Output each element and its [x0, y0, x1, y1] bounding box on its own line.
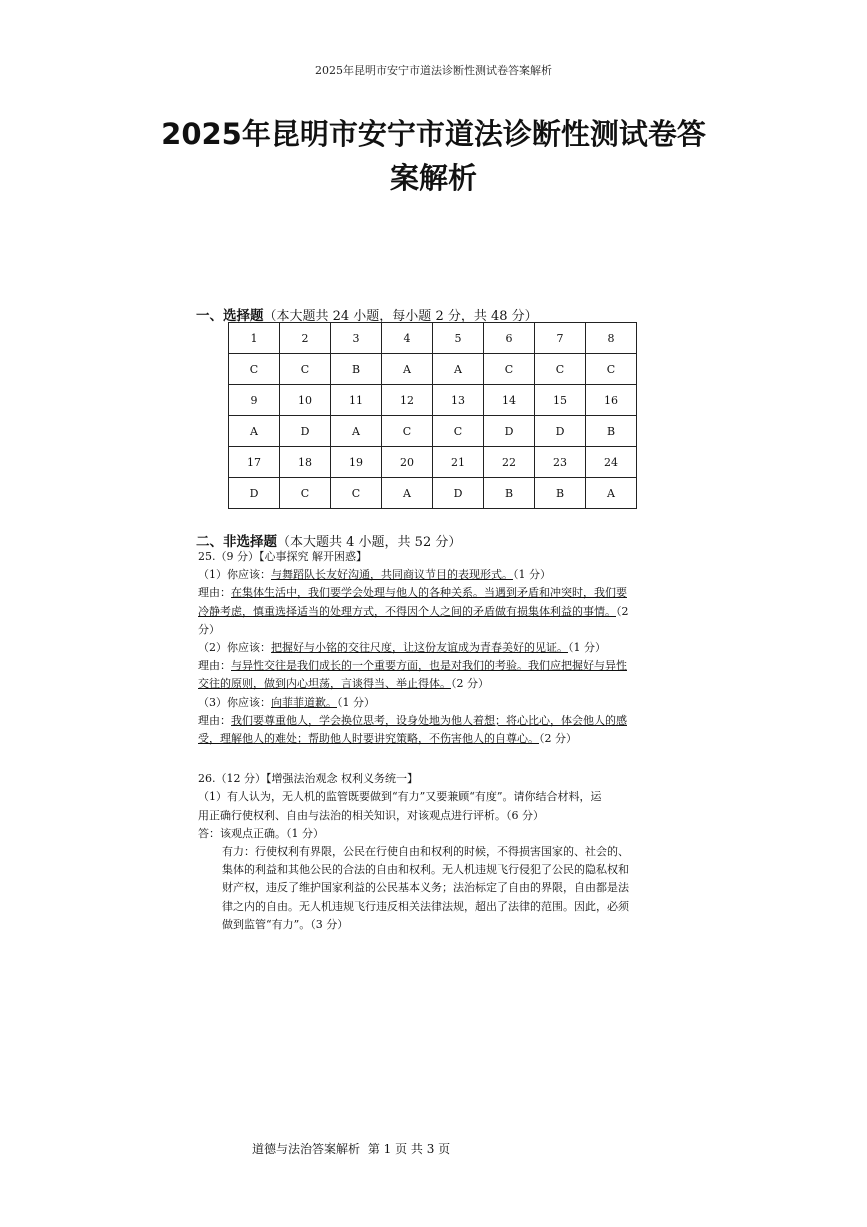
- q26-question-line2: 用正确行使权利、自由与法治的相关知识，对该观点进行评析。（6 分）: [198, 808, 544, 822]
- answer-cell: A: [586, 478, 637, 509]
- q25-reason1-text2: 冷静考虑，慎重选择适当的处理方式，不得因个人之间的矛盾做有损集体利益的事情。: [198, 604, 616, 618]
- section-1-note: （本大题共 24 小题，每小题 2 分，共 48 分）: [263, 309, 538, 324]
- question-number-cell: 11: [331, 385, 382, 416]
- answer-cell: D: [484, 416, 535, 447]
- table-row: [229, 478, 637, 509]
- question-number-cell: 18: [280, 447, 331, 478]
- q25-reason3-line2: [198, 730, 678, 748]
- answer-cell: A: [382, 478, 433, 509]
- table-row: [229, 385, 637, 416]
- q25-reason2-line1: [198, 657, 678, 675]
- answer-cell: A: [433, 354, 484, 385]
- q25-reason1-text1: 在集体生活中，我们要学会处理与他人的各种关系。当遇到矛盾和冲突时，我们要: [231, 586, 627, 600]
- answer-cell: C: [535, 354, 586, 385]
- question-number-cell: 21: [433, 447, 484, 478]
- q25-reason2-text1: 与异性交往是我们成长的一个重要方面，也是对我们的考验。我们应把握好与异性: [231, 659, 627, 673]
- question-number-cell: 23: [535, 447, 586, 478]
- section-1-heading: [196, 304, 538, 324]
- question-number-cell: 1: [229, 323, 280, 354]
- question-number-cell: 19: [331, 447, 382, 478]
- question-number-cell: 10: [280, 385, 331, 416]
- q25-reason1-line1: [198, 584, 678, 602]
- spacer: [198, 748, 678, 770]
- q26-answer-verdict: 答：该观点正确。（1 分）: [198, 826, 324, 840]
- page-footer: [252, 1140, 454, 1157]
- table-row: [229, 447, 637, 478]
- answer-cell: D: [433, 478, 484, 509]
- q25-reason3-line1: [198, 712, 678, 730]
- section-1-title: 一、选择题: [196, 308, 264, 324]
- question-number-cell: 15: [535, 385, 586, 416]
- q25-reason3-score: （2 分）: [539, 732, 577, 746]
- answer-cell: A: [382, 354, 433, 385]
- q26-answer-line4: 律之内的自由。无人机违规飞行违反相关法律法规，超出了法律的范围。因此，必须: [222, 899, 629, 913]
- q25-reason3-prefix: 理由：: [198, 713, 231, 727]
- answer-cell: C: [433, 416, 484, 447]
- answer-cell: C: [586, 354, 637, 385]
- question-number-cell: 9: [229, 385, 280, 416]
- question-number-cell: 5: [433, 323, 484, 354]
- q25-reason1-prefix: 理由：: [198, 586, 231, 600]
- answer-cell: C: [229, 354, 280, 385]
- q25-reason3-text1: 我们要尊重他人，学会换位思考，设身处地为他人着想；将心比心，体会他人的感: [231, 713, 627, 727]
- question-number-cell: 20: [382, 447, 433, 478]
- question-number-cell: 24: [586, 447, 637, 478]
- answer-cell: C: [382, 416, 433, 447]
- answer-table: [228, 322, 637, 509]
- q25-reason1-line2: [198, 603, 678, 621]
- footer-page-number: 第 1 页 共 3 页: [367, 1142, 451, 1156]
- q25-reason1-score-a: （2: [616, 604, 629, 618]
- q25-part2-answer: 把握好与小铭的交往尺度，让这份友谊成为青春美好的见证。: [271, 641, 568, 655]
- question-number-cell: 4: [382, 323, 433, 354]
- question-number-cell: 2: [280, 323, 331, 354]
- answer-cell: D: [535, 416, 586, 447]
- answer-cell: C: [280, 354, 331, 385]
- q25-part3: [198, 694, 678, 712]
- q25-part1-answer: 与舞蹈队长友好沟通，共同商议节目的表现形式。: [271, 568, 513, 582]
- question-number-cell: 7: [535, 323, 586, 354]
- table-row: [229, 354, 637, 385]
- question-number-cell: 8: [586, 323, 637, 354]
- document-title: [100, 112, 767, 200]
- question-number-cell: 3: [331, 323, 382, 354]
- q25-part2-score: （1 分）: [568, 641, 606, 655]
- q26-answer-line2: 集体的利益和其他公民的合法的自由和权利。无人机违规飞行侵犯了公民的隐私权和: [222, 863, 629, 877]
- q25-reason3-text2: 受，理解他人的难处；帮助他人时要讲究策略，不伤害他人的自尊心。: [198, 732, 539, 746]
- q25-part1-prefix: （1）你应该：: [198, 568, 271, 582]
- q25-part1-score: （1 分）: [513, 568, 551, 582]
- question-number-cell: 6: [484, 323, 535, 354]
- section-2-title: 二、非选择题: [196, 534, 277, 550]
- answer-cell: B: [586, 416, 637, 447]
- q25-heading: 25.（9 分）【心事探究 解开困惑】: [198, 550, 367, 563]
- answer-cell: B: [484, 478, 535, 509]
- q26-question-line1: （1）有人认为，无人机的监管既要做到“有力”又要兼顾“有度”。请你结合材料，运: [198, 790, 602, 804]
- question-number-cell: 14: [484, 385, 535, 416]
- section-2-heading: [196, 530, 461, 550]
- q25-reason2-line2: [198, 675, 678, 693]
- question-number-cell: 22: [484, 447, 535, 478]
- answer-body: [198, 548, 678, 934]
- q25-part2: [198, 639, 678, 657]
- title-line-1: 2025年昆明市安宁市道法诊断性测试卷答: [161, 117, 706, 151]
- question-number-cell: 17: [229, 447, 280, 478]
- q25-part2-prefix: （2）你应该：: [198, 641, 271, 655]
- footer-subject: 道德与法治答案解析: [252, 1142, 361, 1156]
- table-row: [229, 323, 637, 354]
- answer-cell: A: [229, 416, 280, 447]
- q26-heading: 26.（12 分）【增强法治观念 权利义务统一】: [198, 772, 418, 786]
- question-number-cell: 16: [586, 385, 637, 416]
- q25-part3-answer: 向菲菲道歉。: [271, 695, 337, 709]
- question-number-cell: 13: [433, 385, 484, 416]
- q25-reason2-prefix: 理由：: [198, 659, 231, 673]
- answer-cell: C: [280, 478, 331, 509]
- q25-reason1-line3: 分）: [198, 622, 220, 636]
- q26-answer-line5: 做到监管“有力”。（3 分）: [222, 917, 349, 931]
- answer-cell: C: [484, 354, 535, 385]
- q26-answer-line1: 有力：行使权利有界限，公民在行使自由和权利的时候，不得损害国家的、社会的、: [222, 845, 629, 859]
- answer-cell: B: [535, 478, 586, 509]
- q26-answer-line3: 财产权，违反了维护国家利益的公民基本义务；法治标定了自由的界限，自由都是法: [222, 881, 629, 895]
- answer-cell: D: [280, 416, 331, 447]
- section-2-note: （本大题共 4 小题，共 52 分）: [277, 535, 462, 550]
- title-line-2: 案解析: [389, 161, 477, 195]
- answer-cell: D: [229, 478, 280, 509]
- running-header: 2025年昆明市安宁市道法诊断性测试卷答案解析: [315, 64, 552, 77]
- answer-cell: B: [331, 354, 382, 385]
- q25-part3-score: （1 分）: [337, 695, 375, 709]
- q25-reason2-score: （2 分）: [451, 677, 489, 691]
- q25-part1: [198, 566, 678, 584]
- table-row: [229, 416, 637, 447]
- q25-reason2-text2: 交往的原则，做到内心坦荡，言谈得当、举止得体。: [198, 677, 451, 691]
- question-number-cell: 12: [382, 385, 433, 416]
- q25-part3-prefix: （3）你应该：: [198, 695, 271, 709]
- answer-cell: A: [331, 416, 382, 447]
- answer-cell: C: [331, 478, 382, 509]
